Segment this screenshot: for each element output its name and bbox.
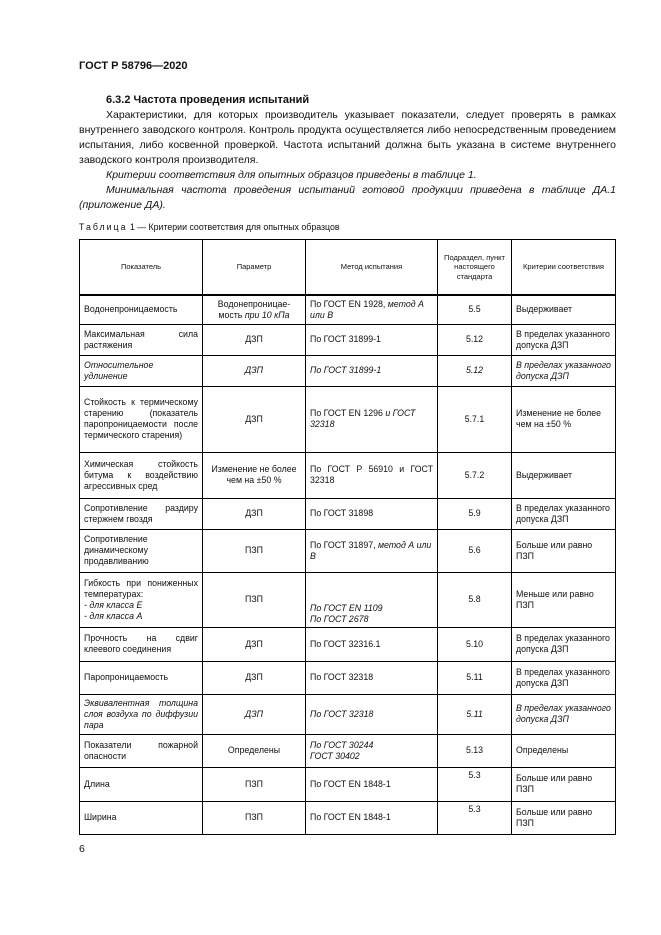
cell-method (306, 734, 438, 767)
cell-parameter: Изменение не более чем на ±50 % (203, 452, 306, 498)
cell-parameter: ДЗП (203, 355, 306, 386)
cell-parameter: ПЗП (203, 767, 306, 801)
cell-parameter: ПЗП (203, 529, 306, 572)
cell-clause: 5.8 (438, 572, 512, 627)
cell-clause: 5.10 (438, 627, 512, 661)
table-caption-word: Таблица (79, 222, 128, 232)
cell-indicator: Стойкость к термическому старению (показатель паропроницаемости после термического старения) (80, 386, 203, 452)
page-number: 6 (79, 843, 85, 855)
cell-method-italic: метод А или В (310, 298, 424, 320)
cell-method-text: По ГОСТ 31897, (310, 539, 378, 550)
cell-indicator-sub: - для класса Е (84, 599, 143, 610)
cell-indicator: Относительное удлинение (80, 355, 203, 386)
section-title: 6.3.2 Частота проведения испытаний (106, 94, 310, 106)
table-row (80, 529, 616, 572)
cell-parameter: ДЗП (203, 627, 306, 661)
cell-parameter: Определены (203, 734, 306, 767)
cell-method: По ГОСТ Р 56910 и ГОСТ 32318 (306, 452, 438, 498)
cell-indicator: Сопротивление динамическому продавливанию (80, 529, 203, 572)
cell-method-text: По ГОСТ EN 1296 (310, 408, 386, 418)
cell-indicator (80, 572, 203, 627)
cell-method-italic: и ГОСТ 32318 (310, 408, 416, 429)
cell-parameter (203, 295, 306, 324)
cell-criteria: В пределах указанного допуска ДЗП (512, 355, 616, 386)
cell-method: По ГОСТ 32316.1 (306, 627, 438, 661)
cell-criteria: Выдерживает (512, 295, 616, 324)
cell-criteria: Определены (512, 734, 616, 767)
cell-method: По ГОСТ 31899-1 (306, 355, 438, 386)
table-caption (79, 222, 340, 232)
cell-parameter: ПЗП (203, 801, 306, 834)
cell-method-italic: метод А или В (310, 539, 432, 561)
cell-indicator: Показатели пожарной опасности (80, 734, 203, 767)
cell-criteria: В пределах указанного допуска ДЗП (512, 694, 616, 734)
cell-method-line: По ГОСТ EN 1109 (310, 602, 383, 613)
cell-criteria: Выдерживает (512, 452, 616, 498)
table-row (80, 452, 616, 498)
header-clause: Подраздел, пункт настоящего стандарта (438, 240, 512, 296)
table-row (80, 295, 616, 324)
cell-method: По ГОСТ 31899-1 (306, 324, 438, 355)
cell-method (306, 529, 438, 572)
cell-indicator-text: Гибкость при пониженных температурах: (84, 577, 198, 599)
table-row (80, 801, 616, 834)
cell-criteria: Изменение не более чем на ±50 % (512, 386, 616, 452)
cell-method: По ГОСТ 32318 (306, 661, 438, 694)
paragraph-3: Минимальная частота проведения испытаний готовой продукции приведена в таблице ДА.1 (приложение ДА). (79, 184, 616, 211)
table-row (80, 498, 616, 529)
cell-method-line: ГОСТ 30402 (310, 750, 360, 761)
cell-parameter: ДЗП (203, 386, 306, 452)
table-row (80, 694, 616, 734)
cell-clause: 5.3 (438, 801, 512, 834)
section-body (79, 108, 616, 213)
table-caption-text: 1 — Критерии соответствия для опытных образцов (127, 222, 340, 232)
cell-indicator: Паропроницаемость (80, 661, 203, 694)
criteria-table (79, 239, 616, 835)
cell-indicator-sub: - для класса А (84, 610, 143, 621)
cell-criteria: В пределах указанного допуска ДЗП (512, 627, 616, 661)
cell-indicator: Прочность на сдвиг клеевого соединения (80, 627, 203, 661)
cell-clause: 5.11 (438, 694, 512, 734)
table-row (80, 661, 616, 694)
cell-indicator: Максимальная сила растяжения (80, 324, 203, 355)
cell-clause: 5.12 (438, 324, 512, 355)
cell-indicator: Водонепроницаемость (80, 295, 203, 324)
paragraph-1: Характеристики, для которых производитель указывает показатели, следует проверять в рамках внутреннего заводского контроля. Контроль продукта осуществляется либо непосредственным проведением испытания, либо косвенной проверкой. Частота испытаний должна быть указана в системе внутреннего заводского контроля производителя. (79, 109, 616, 166)
cell-clause: 5.9 (438, 498, 512, 529)
cell-method: По ГОСТ EN 1848-1 (306, 801, 438, 834)
cell-criteria: Больше или равно ПЗП (512, 767, 616, 801)
cell-method: По ГОСТ 31898 (306, 498, 438, 529)
cell-criteria: В пределах указанного допуска ДЗП (512, 661, 616, 694)
table-row (80, 767, 616, 801)
cell-clause: 5.6 (438, 529, 512, 572)
cell-parameter: ДЗП (203, 694, 306, 734)
cell-indicator: Длина (80, 767, 203, 801)
table-row (80, 355, 616, 386)
cell-method-text: По ГОСТ EN 1928, (310, 298, 388, 309)
cell-method: По ГОСТ 32318 (306, 694, 438, 734)
cell-criteria: Больше или равно ПЗП (512, 801, 616, 834)
table-header-row (80, 240, 616, 296)
cell-criteria: В пределах указанного допуска ДЗП (512, 324, 616, 355)
table-row (80, 386, 616, 452)
table-row (80, 734, 616, 767)
document-header: ГОСТ Р 58796—2020 (79, 60, 188, 72)
header-test-method: Метод испытания (306, 240, 438, 296)
cell-indicator: Химическая стойкость битума к воздействию агрессивных сред (80, 452, 203, 498)
cell-parameter-text: Водонепроницае-мость (217, 298, 291, 320)
cell-parameter: ДЗП (203, 324, 306, 355)
cell-criteria: Меньше или равно ПЗП (512, 572, 616, 627)
cell-clause: 5.12 (438, 355, 512, 386)
cell-parameter: ДЗП (203, 661, 306, 694)
cell-criteria: Больше или равно ПЗП (512, 529, 616, 572)
cell-method (306, 386, 438, 452)
cell-parameter: ДЗП (203, 498, 306, 529)
header-parameter: Параметр (203, 240, 306, 296)
header-indicator: Показатель (80, 240, 203, 296)
cell-clause: 5.7.2 (438, 452, 512, 498)
cell-clause: 5.13 (438, 734, 512, 767)
cell-clause: 5.7.1 (438, 386, 512, 452)
table-row (80, 572, 616, 627)
cell-method: По ГОСТ EN 1848-1 (306, 767, 438, 801)
cell-clause: 5.3 (438, 767, 512, 801)
paragraph-2: Критерии соответствия для опытных образцов приведены в таблице 1. (106, 169, 477, 181)
table-row (80, 627, 616, 661)
cell-method-line: По ГОСТ 2678 (310, 613, 369, 624)
cell-criteria: В пределах указанного допуска ДЗП (512, 498, 616, 529)
cell-clause: 5.11 (438, 661, 512, 694)
cell-clause: 5.5 (438, 295, 512, 324)
header-criteria: Критерии соответствия (512, 240, 616, 296)
table-row (80, 324, 616, 355)
cell-method-line: По ГОСТ 30244 (310, 739, 374, 750)
cell-indicator: Ширина (80, 801, 203, 834)
cell-indicator: Эквивалентная толщина слоя воздуха по диффузии пара (80, 694, 203, 734)
cell-parameter-italic: при 10 кПа (244, 309, 290, 320)
cell-indicator: Сопротивление раздиру стержнем гвоздя (80, 498, 203, 529)
cell-parameter: ПЗП (203, 572, 306, 627)
cell-method (306, 572, 438, 627)
cell-method (306, 295, 438, 324)
